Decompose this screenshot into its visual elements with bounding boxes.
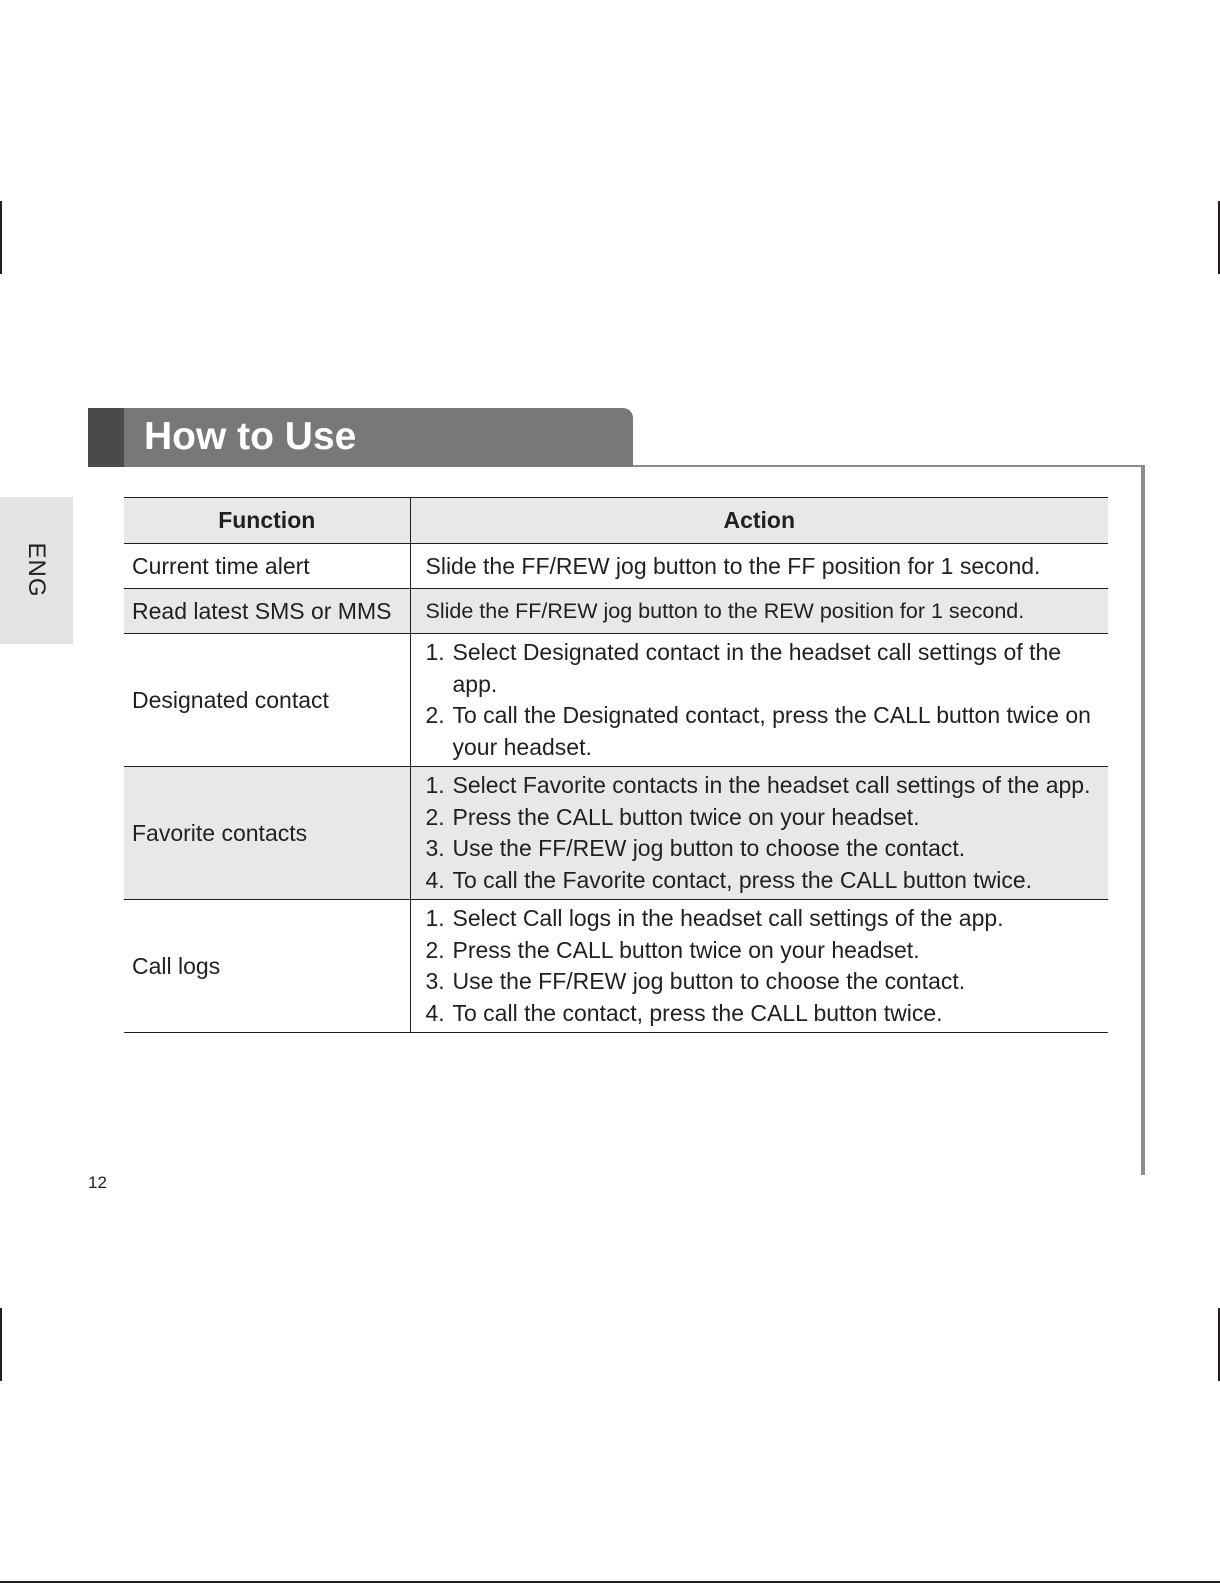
action-cell bbox=[410, 767, 1108, 900]
step-number: 2. bbox=[425, 702, 445, 728]
crop-mark bbox=[0, 1308, 2, 1381]
step-list bbox=[426, 634, 1109, 766]
step-number: 1. bbox=[425, 772, 445, 798]
step-number: 3. bbox=[425, 835, 445, 861]
step-item bbox=[426, 865, 1109, 897]
action-cell bbox=[410, 634, 1108, 767]
frame-line-top bbox=[633, 465, 1144, 467]
table-header-row bbox=[124, 498, 1108, 544]
function-cell: Favorite contacts bbox=[124, 767, 410, 900]
table-row bbox=[124, 544, 1108, 589]
step-text: Use the FF/REW jog button to choose the contact. bbox=[452, 968, 966, 994]
step-list bbox=[426, 900, 1109, 1032]
step-item bbox=[426, 966, 1109, 998]
function-cell: Call logs bbox=[124, 900, 410, 1033]
step-number: 1. bbox=[425, 905, 445, 931]
column-header-function: Function bbox=[124, 498, 410, 544]
step-number: 2. bbox=[425, 803, 445, 830]
step-item bbox=[426, 700, 1109, 763]
step-number: 4. bbox=[425, 866, 445, 893]
action-cell: Slide the FF/REW jog button to the REW position for 1 second. bbox=[410, 589, 1108, 634]
step-text: To call the Designated contact, press the CALL button twice on your headset. bbox=[452, 702, 1091, 760]
column-header-action: Action bbox=[410, 498, 1108, 544]
section-header bbox=[124, 408, 633, 467]
action-cell bbox=[410, 900, 1108, 1033]
step-number: 2. bbox=[425, 936, 445, 963]
frame-line-right bbox=[1141, 465, 1145, 1175]
language-tab bbox=[0, 497, 73, 644]
step-item bbox=[426, 833, 1109, 865]
function-cell: Current time alert bbox=[124, 544, 410, 589]
header-accent-block bbox=[88, 408, 124, 467]
step-number: 1. bbox=[425, 639, 445, 665]
page-number: 12 bbox=[88, 1173, 107, 1192]
table-row bbox=[124, 589, 1108, 634]
step-item bbox=[426, 998, 1109, 1030]
step-item bbox=[426, 935, 1109, 967]
step-text: Select Favorite contacts in the headset call settings of the app. bbox=[452, 772, 1091, 798]
page-title: How to Use bbox=[144, 415, 357, 458]
step-number: 3. bbox=[425, 968, 445, 994]
step-number: 4. bbox=[425, 999, 445, 1026]
language-tab-label: ENG bbox=[23, 542, 50, 598]
action-cell: Slide the FF/REW jog button to the FF position for 1 second. bbox=[410, 544, 1108, 589]
step-text: Press the CALL button twice on your headset. bbox=[452, 936, 920, 963]
step-item bbox=[426, 802, 1109, 834]
step-text: Select Designated contact in the headset call settings of the app. bbox=[452, 639, 1062, 697]
step-item bbox=[426, 903, 1109, 935]
step-text: Use the FF/REW jog button to choose the contact. bbox=[452, 835, 966, 861]
step-list bbox=[426, 767, 1109, 899]
table-row bbox=[124, 634, 1108, 767]
function-cell: Designated contact bbox=[124, 634, 410, 767]
function-action-table bbox=[124, 497, 1108, 1033]
step-text: Select Call logs in the headset call settings of the app. bbox=[452, 905, 1004, 931]
step-item bbox=[426, 637, 1109, 700]
step-text: Press the CALL button twice on your headset. bbox=[452, 803, 920, 830]
step-text: To call the contact, press the CALL button twice. bbox=[452, 999, 943, 1026]
step-text: To call the Favorite contact, press the CALL button twice. bbox=[452, 866, 1033, 893]
table-row bbox=[124, 767, 1108, 900]
table-row bbox=[124, 900, 1108, 1033]
function-cell: Read latest SMS or MMS bbox=[124, 589, 410, 634]
step-item bbox=[426, 770, 1109, 802]
crop-mark bbox=[0, 201, 2, 274]
